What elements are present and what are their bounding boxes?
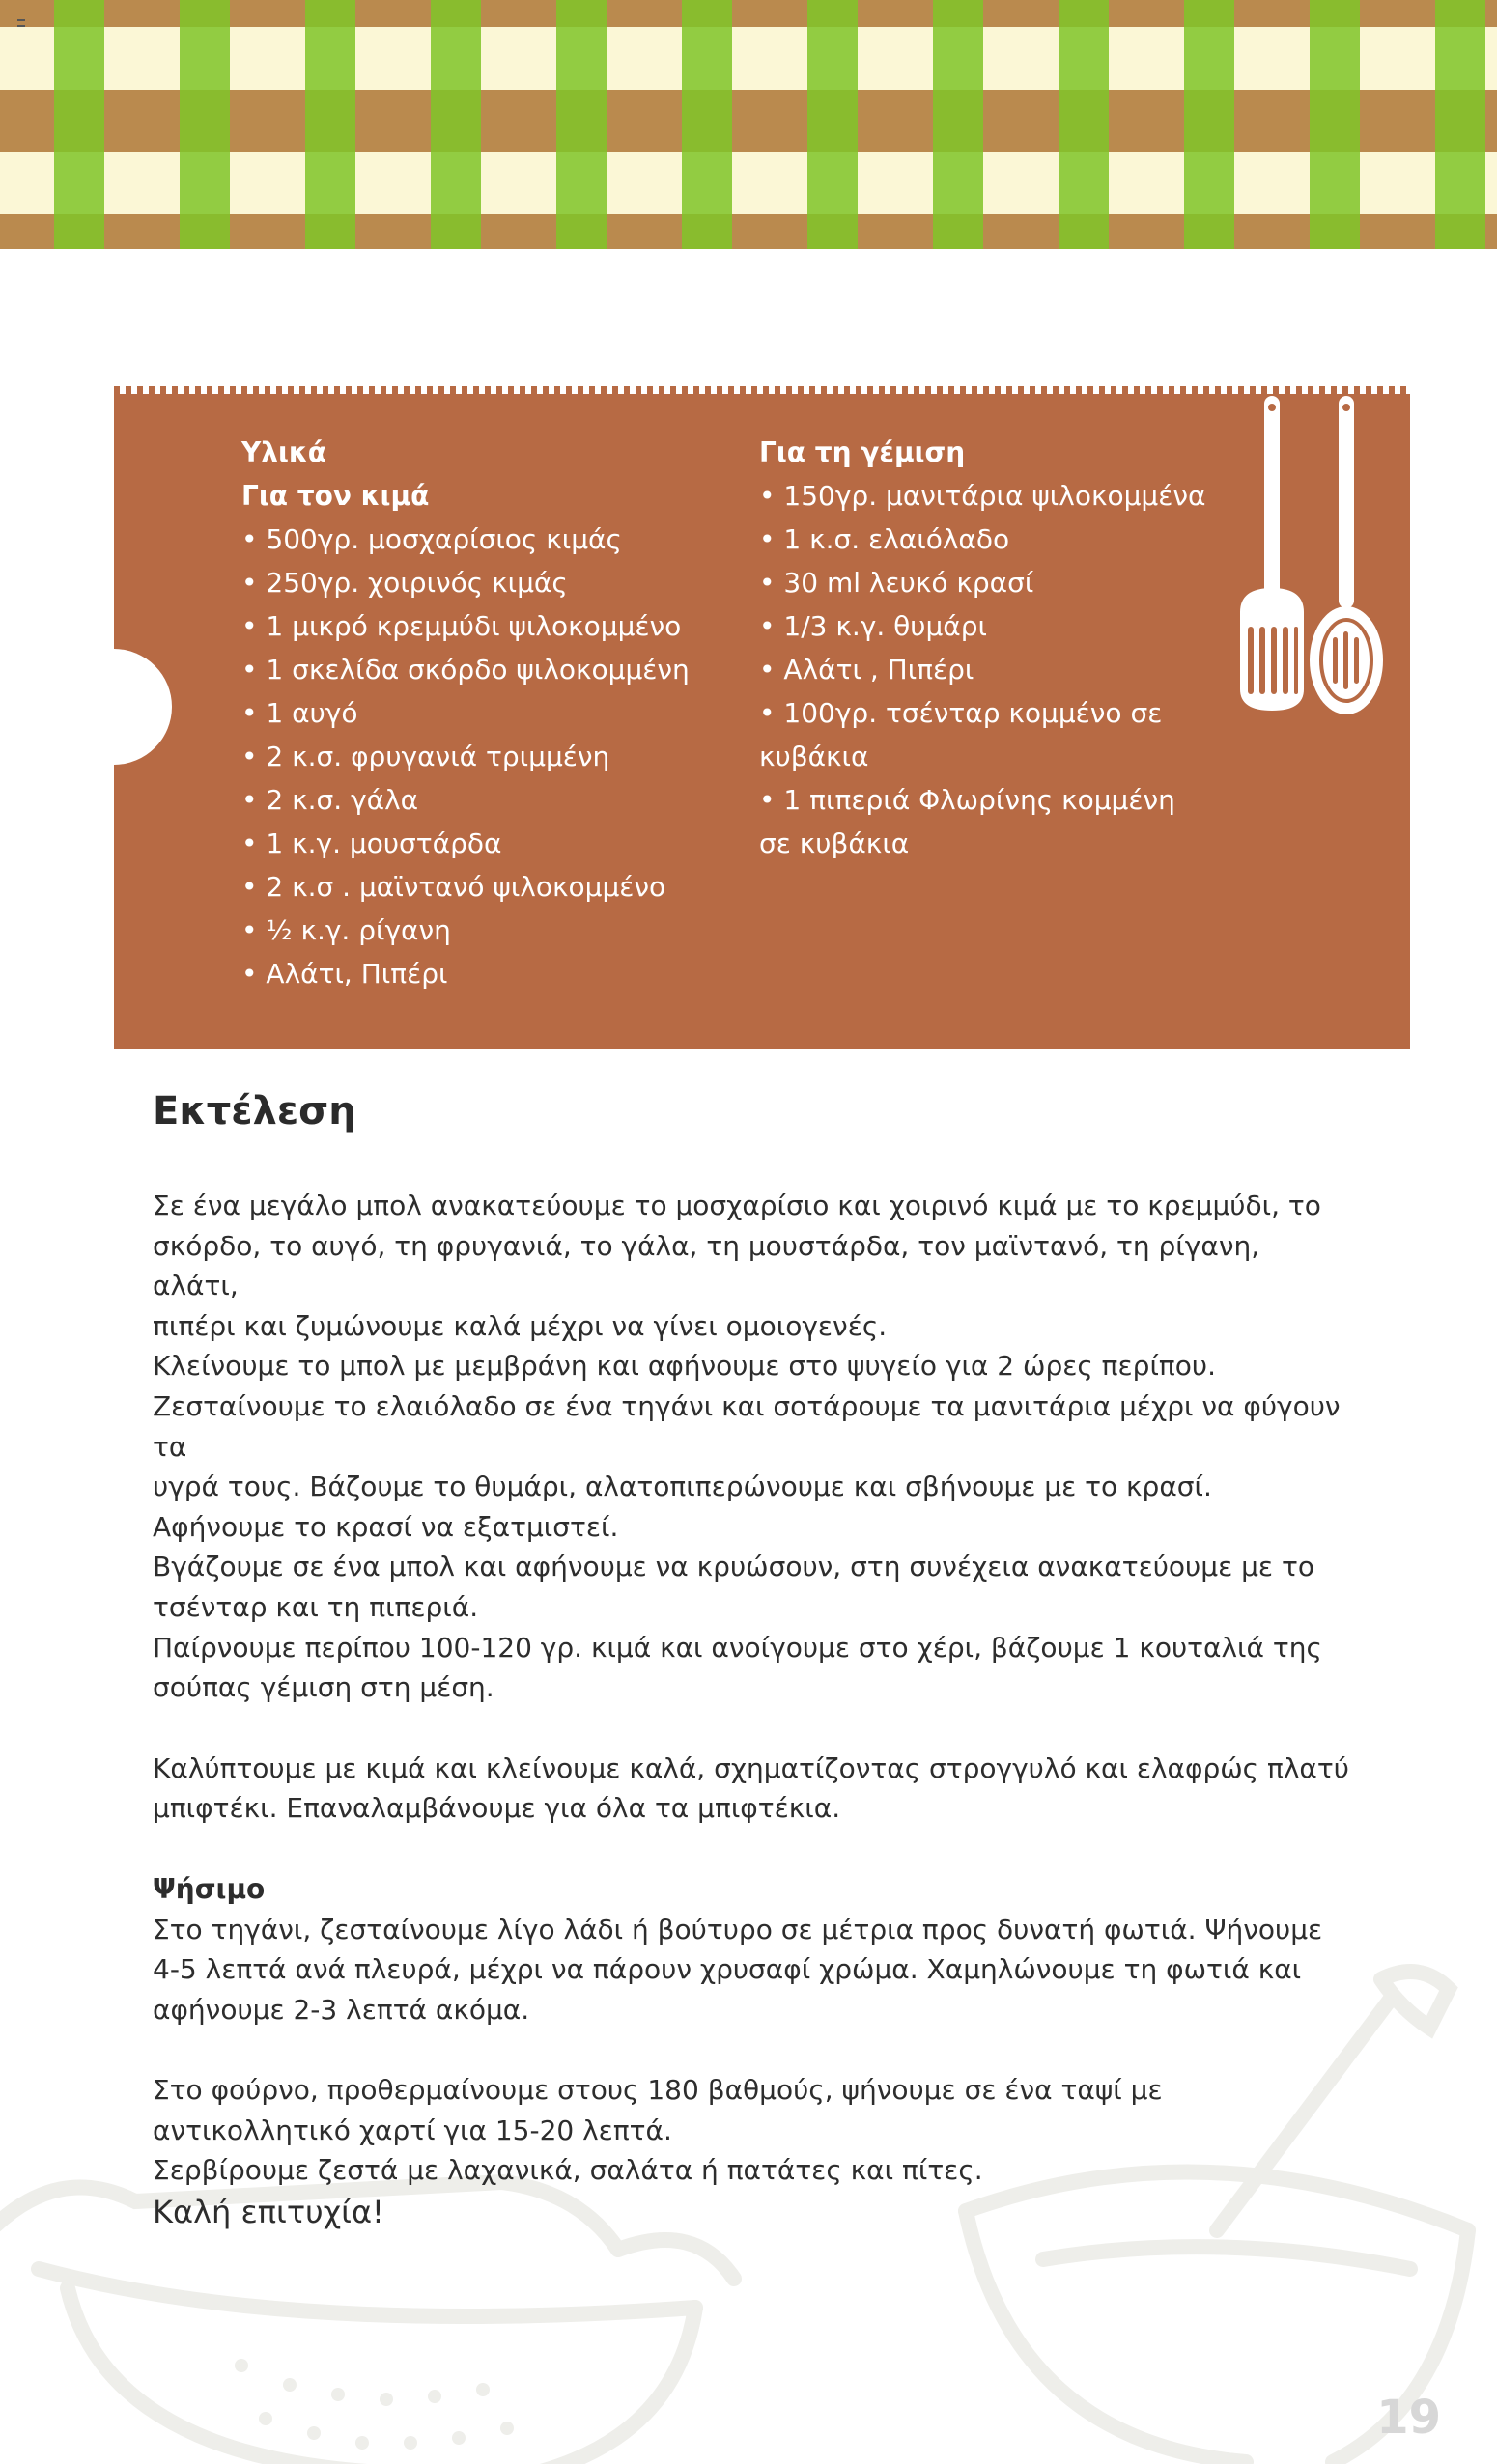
mince-column bbox=[241, 431, 705, 995]
step-line: μπιφτέκι. Επαναλαμβάνουμε για όλα τα μπιφτέκια. bbox=[153, 1792, 841, 1825]
list-item: • Αλάτι , Πιπέρι bbox=[759, 648, 1213, 691]
step-line: σούπας γέμιση στη μέση. bbox=[153, 1671, 494, 1704]
grilling-line: αφήνουμε 2-3 λεπτά ακόμα. bbox=[153, 1993, 530, 2026]
list-item: • 1 κ.γ. μουστάρδα bbox=[241, 822, 705, 865]
step-line: Βγάζουμε σε ένα μπολ και αφήνουμε να κρυώσουν, στη συνέχεια ανακατεύουμε με το bbox=[153, 1551, 1314, 1583]
menu-mark-icon bbox=[17, 19, 25, 27]
step-line: Παίρνουμε περίπου 100-120 γρ. κιμά και ανοίγουμε στο χέρι, βάζουμε 1 κουταλιά της bbox=[153, 1631, 1322, 1664]
step-line: πιπέρι και ζυμώνουμε καλά μέχρι να γίνει ομοιογενές. bbox=[153, 1309, 888, 1342]
utensils-illustration bbox=[1230, 390, 1395, 718]
list-item: • 1 κ.σ. ελαιόλαδο bbox=[759, 518, 1213, 561]
gingham-header-band bbox=[0, 0, 1497, 249]
list-item: • ½ κ.γ. ρίγανη bbox=[241, 909, 705, 952]
list-item: • 2 κ.σ. φρυγανιά τριμμένη bbox=[241, 735, 705, 778]
step-line: Αφήνουμε το κρασί να εξατμιστεί. bbox=[153, 1510, 619, 1543]
step-line: Σε ένα μεγάλο μπολ ανακατεύουμε το μοσχαρίσιο και χοιρινό κιμά με το κρεμμύδι, το bbox=[153, 1190, 1321, 1221]
grilling-line: Στο τηγάνι, ζεσταίνουμε λίγο λάδι ή βούτυρο σε μέτρια προς δυνατή φωτιά. Ψήνουμε bbox=[153, 1913, 1323, 1946]
oven-line: Στο φούρνο, προθερμαίνουμε στους 180 βαθμούς, ψήνουμε σε ένα ταψί με bbox=[153, 2074, 1163, 2107]
list-item-continuation: κυβάκια bbox=[759, 741, 869, 772]
filling-heading: Για τη γέμιση bbox=[759, 436, 966, 468]
execution-title: Εκτέλεση bbox=[153, 1089, 356, 1134]
grilling-line: 4-5 λεπτά ανά πλευρά, μέχρι να πάρουν χρυσαφί χρώμα. Χαμηλώνουμε τη φωτιά και bbox=[153, 1953, 1302, 1986]
step-line: Κλείνουμε το μπολ με μεμβράνη και αφήνουμε στο ψυγείο για 2 ώρες περίπου. bbox=[153, 1350, 1217, 1383]
list-item: • Αλάτι, Πιπέρι bbox=[241, 952, 705, 995]
closing-wish: Καλή επιτυχία! bbox=[153, 2194, 384, 2230]
list-item: • 100γρ. τσένταρ κομμένο σε bbox=[759, 691, 1213, 735]
step-line: υγρά τους. Βάζουμε το θυμάρι, αλατοπιπερώνουμε και σβήνουμε με το κρασί. bbox=[153, 1470, 1212, 1503]
list-item: • 1/3 κ.γ. θυμάρι bbox=[759, 604, 1213, 648]
list-item: • 2 κ.σ . μαϊντανό ψιλοκομμένο bbox=[241, 865, 705, 909]
list-item: • 500γρ. μοσχαρίσιος κιμάς bbox=[241, 518, 705, 561]
oven-line: αντικολλητικό χαρτί για 15-20 λεπτά. bbox=[153, 2114, 672, 2146]
list-item: • 1 αυγό bbox=[241, 691, 705, 735]
ingredients-panel bbox=[114, 390, 1410, 1049]
filling-column bbox=[759, 431, 1213, 865]
list-item: • 250γρ. χοιρινός κιμάς bbox=[241, 561, 705, 604]
list-item: • 30 ml λευκό κρασί bbox=[759, 561, 1213, 604]
ladle-icon bbox=[1310, 396, 1383, 714]
list-item-continuation: σε κυβάκια bbox=[759, 827, 910, 859]
spatula-icon bbox=[1240, 396, 1304, 711]
step-line: Ζεσταίνουμε το ελαιόλαδο σε ένα τηγάνι και σοτάρουμε τα μανιτάρια μέχρι να φύγουν τα bbox=[153, 1389, 1341, 1463]
ingredients-title: Υλικά bbox=[241, 436, 327, 468]
mince-list bbox=[241, 518, 705, 995]
list-item: • 150γρ. μανιτάρια ψιλοκομμένα bbox=[759, 474, 1213, 518]
grilling-heading: Ψήσιμο bbox=[153, 1872, 266, 1905]
page-number: 19 bbox=[1376, 2391, 1441, 2445]
oven-line: Σερβίρουμε ζεστά με λαχανικά, σαλάτα ή πατάτες και πίτες. bbox=[153, 2154, 983, 2187]
filling-list bbox=[759, 474, 1213, 865]
list-item: • 1 σκελίδα σκόρδο ψιλοκομμένη bbox=[241, 648, 705, 691]
list-item: • 1 μικρό κρεμμύδι ψιλοκομμένο bbox=[241, 604, 705, 648]
execution-steps bbox=[153, 1186, 1350, 2191]
step-line: Καλύπτουμε με κιμά και κλείνουμε καλά, σχηματίζοντας στρογγυλό και ελαφρώς πλατύ bbox=[153, 1751, 1349, 1784]
list-item: • 1 πιπεριά Φλωρίνης κομμένη bbox=[759, 778, 1213, 822]
panel-notch bbox=[56, 649, 172, 765]
mince-heading: Για τον κιμά bbox=[241, 480, 430, 512]
step-line: τσένταρ και τη πιπεριά. bbox=[153, 1590, 479, 1623]
step-line: σκόρδο, το αυγό, τη φρυγανιά, το γάλα, τη μουστάρδα, τον μαϊντανό, τη ρίγανη, αλάτι, bbox=[153, 1229, 1260, 1302]
list-item: • 2 κ.σ. γάλα bbox=[241, 778, 705, 822]
